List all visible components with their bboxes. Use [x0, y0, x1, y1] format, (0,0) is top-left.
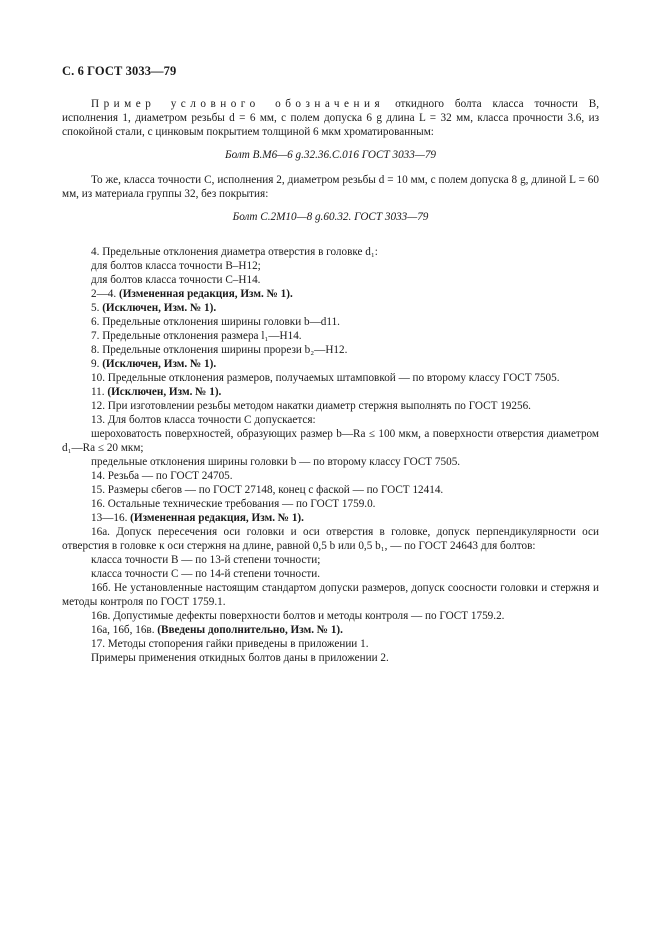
item-7: 7. Предельные отклонения размера l₁—Н14. — [91, 330, 302, 342]
item-16b: 16б. Не установленные настоящим стандартом допуски размеров, допуск соосности головки и стержня и методы контроля по ГОСТ 1759.1. — [62, 582, 599, 608]
item-12: 12. При изготовлении резьбы методом накатки диаметр стержня выполнять по ГОСТ 19256. — [91, 400, 531, 412]
item-15: 15. Размеры сбегов — по ГОСТ 27148, конец с фаской — по ГОСТ 12414. — [91, 484, 444, 496]
amendment-note: (Исключен, Изм. № 1). — [102, 358, 217, 370]
item-11 — [62, 385, 599, 399]
example1-paragraph — [62, 97, 599, 139]
item-13-b: предельные отклонения ширины головки b — по второму классу ГОСТ 7505. — [91, 456, 461, 468]
item-9 — [62, 357, 599, 371]
item-number: 5. — [91, 302, 100, 314]
example1-text: откидного болта класса точности В, исполнения 1, диаметром резьбы d = 6 мм, с полем допуска 6 g длина L = 32 мм, класса прочности 3.6, из спокойной стали, с цинковым покрытием толщиной 6 мкм хроматированным: — [62, 98, 600, 138]
item-4-a: для болтов класса точности В–Н12; — [91, 260, 261, 272]
amendment-note: (Исключен, Изм. № 1). — [107, 386, 222, 398]
item-14: 14. Резьба — по ГОСТ 24705. — [91, 470, 233, 482]
example-lead: Пример условного обозначения — [91, 98, 385, 110]
amendment-note: (Измененная редакция, Изм. № 1). — [118, 288, 293, 300]
item-number: 16а, 16б, 16в. — [91, 624, 155, 636]
document-body — [62, 97, 599, 665]
item-4: 4. Предельные отклонения диаметра отверстия в головке d₁: — [91, 246, 378, 258]
item-13: 13. Для болтов класса точности С допускается: — [91, 414, 316, 426]
example2-formula: Болт С.2М10—8 g.60.32. ГОСТ 3033—79 — [232, 211, 429, 223]
item-examples: Примеры применения откидных болтов даны в приложении 2. — [91, 652, 389, 664]
item-6: 6. Предельные отклонения ширины головки b—d11. — [91, 316, 340, 328]
example1-formula: Болт В.М6—6 g.32.36.С.016 ГОСТ 3033—79 — [224, 149, 437, 161]
item-number: 9. — [91, 358, 100, 370]
item-16v: 16в. Допустимые дефекты поверхности болтов и методы контроля — по ГОСТ 1759.2. — [91, 610, 505, 622]
item-13-16-note — [62, 511, 599, 525]
item-16: 16. Остальные технические требования — по ГОСТ 1759.0. — [91, 498, 376, 510]
amendment-note: (Измененная редакция, Изм. № 1). — [130, 512, 304, 524]
item-17: 17. Методы стопорения гайки приведены в приложении 1. — [91, 638, 369, 650]
amendment-note: (Исключен, Изм. № 1). — [102, 302, 217, 314]
item-13-a: шероховатость поверхностей, образующих размер b—Ra ≤ 100 мкм, а поверхности отверстия диаметром d₁—Ra ≤ 20 мкм; — [62, 428, 599, 454]
example2-paragraph: То же, класса точности С, исполнения 2, диаметром резьбы d = 10 мм, с полем допуска 8 g, длиной L = 60 мм, из материала группы 32, без покрытия: — [62, 174, 599, 200]
item-10: 10. Предельные отклонения размеров, получаемых штамповкой — по второму классу ГОСТ 7505. — [91, 372, 560, 384]
item-number: 2—4. — [91, 288, 117, 300]
item-16a-2: класса точности С — по 14-й степени точности. — [91, 568, 321, 580]
item-number: 13—16. — [91, 512, 128, 524]
amendment-note: (Введены дополнительно, Изм. № 1). — [157, 624, 343, 636]
item-number: 11. — [91, 386, 105, 398]
item-16a: 16а. Допуск пересечения оси головки и оси отверстия в головке, допуск перпендикулярности оси отверстия в головке к оси стержня на длине, равной 0,5 b или 0,5 b₁, — по ГОСТ 24643 для болтов: — [62, 526, 599, 552]
item-4-b: для болтов класса точности С–Н14. — [91, 274, 261, 286]
page-header: С. 6 ГОСТ 3033—79 — [62, 64, 177, 78]
item-8: 8. Предельные отклонения ширины прорези b₂—Н12. — [91, 344, 348, 356]
item-5 — [62, 301, 599, 315]
item-16a-1: класса точности В — по 13-й степени точности; — [91, 554, 321, 566]
item-2-4-note — [62, 287, 599, 301]
item-16abv-note — [62, 623, 599, 637]
